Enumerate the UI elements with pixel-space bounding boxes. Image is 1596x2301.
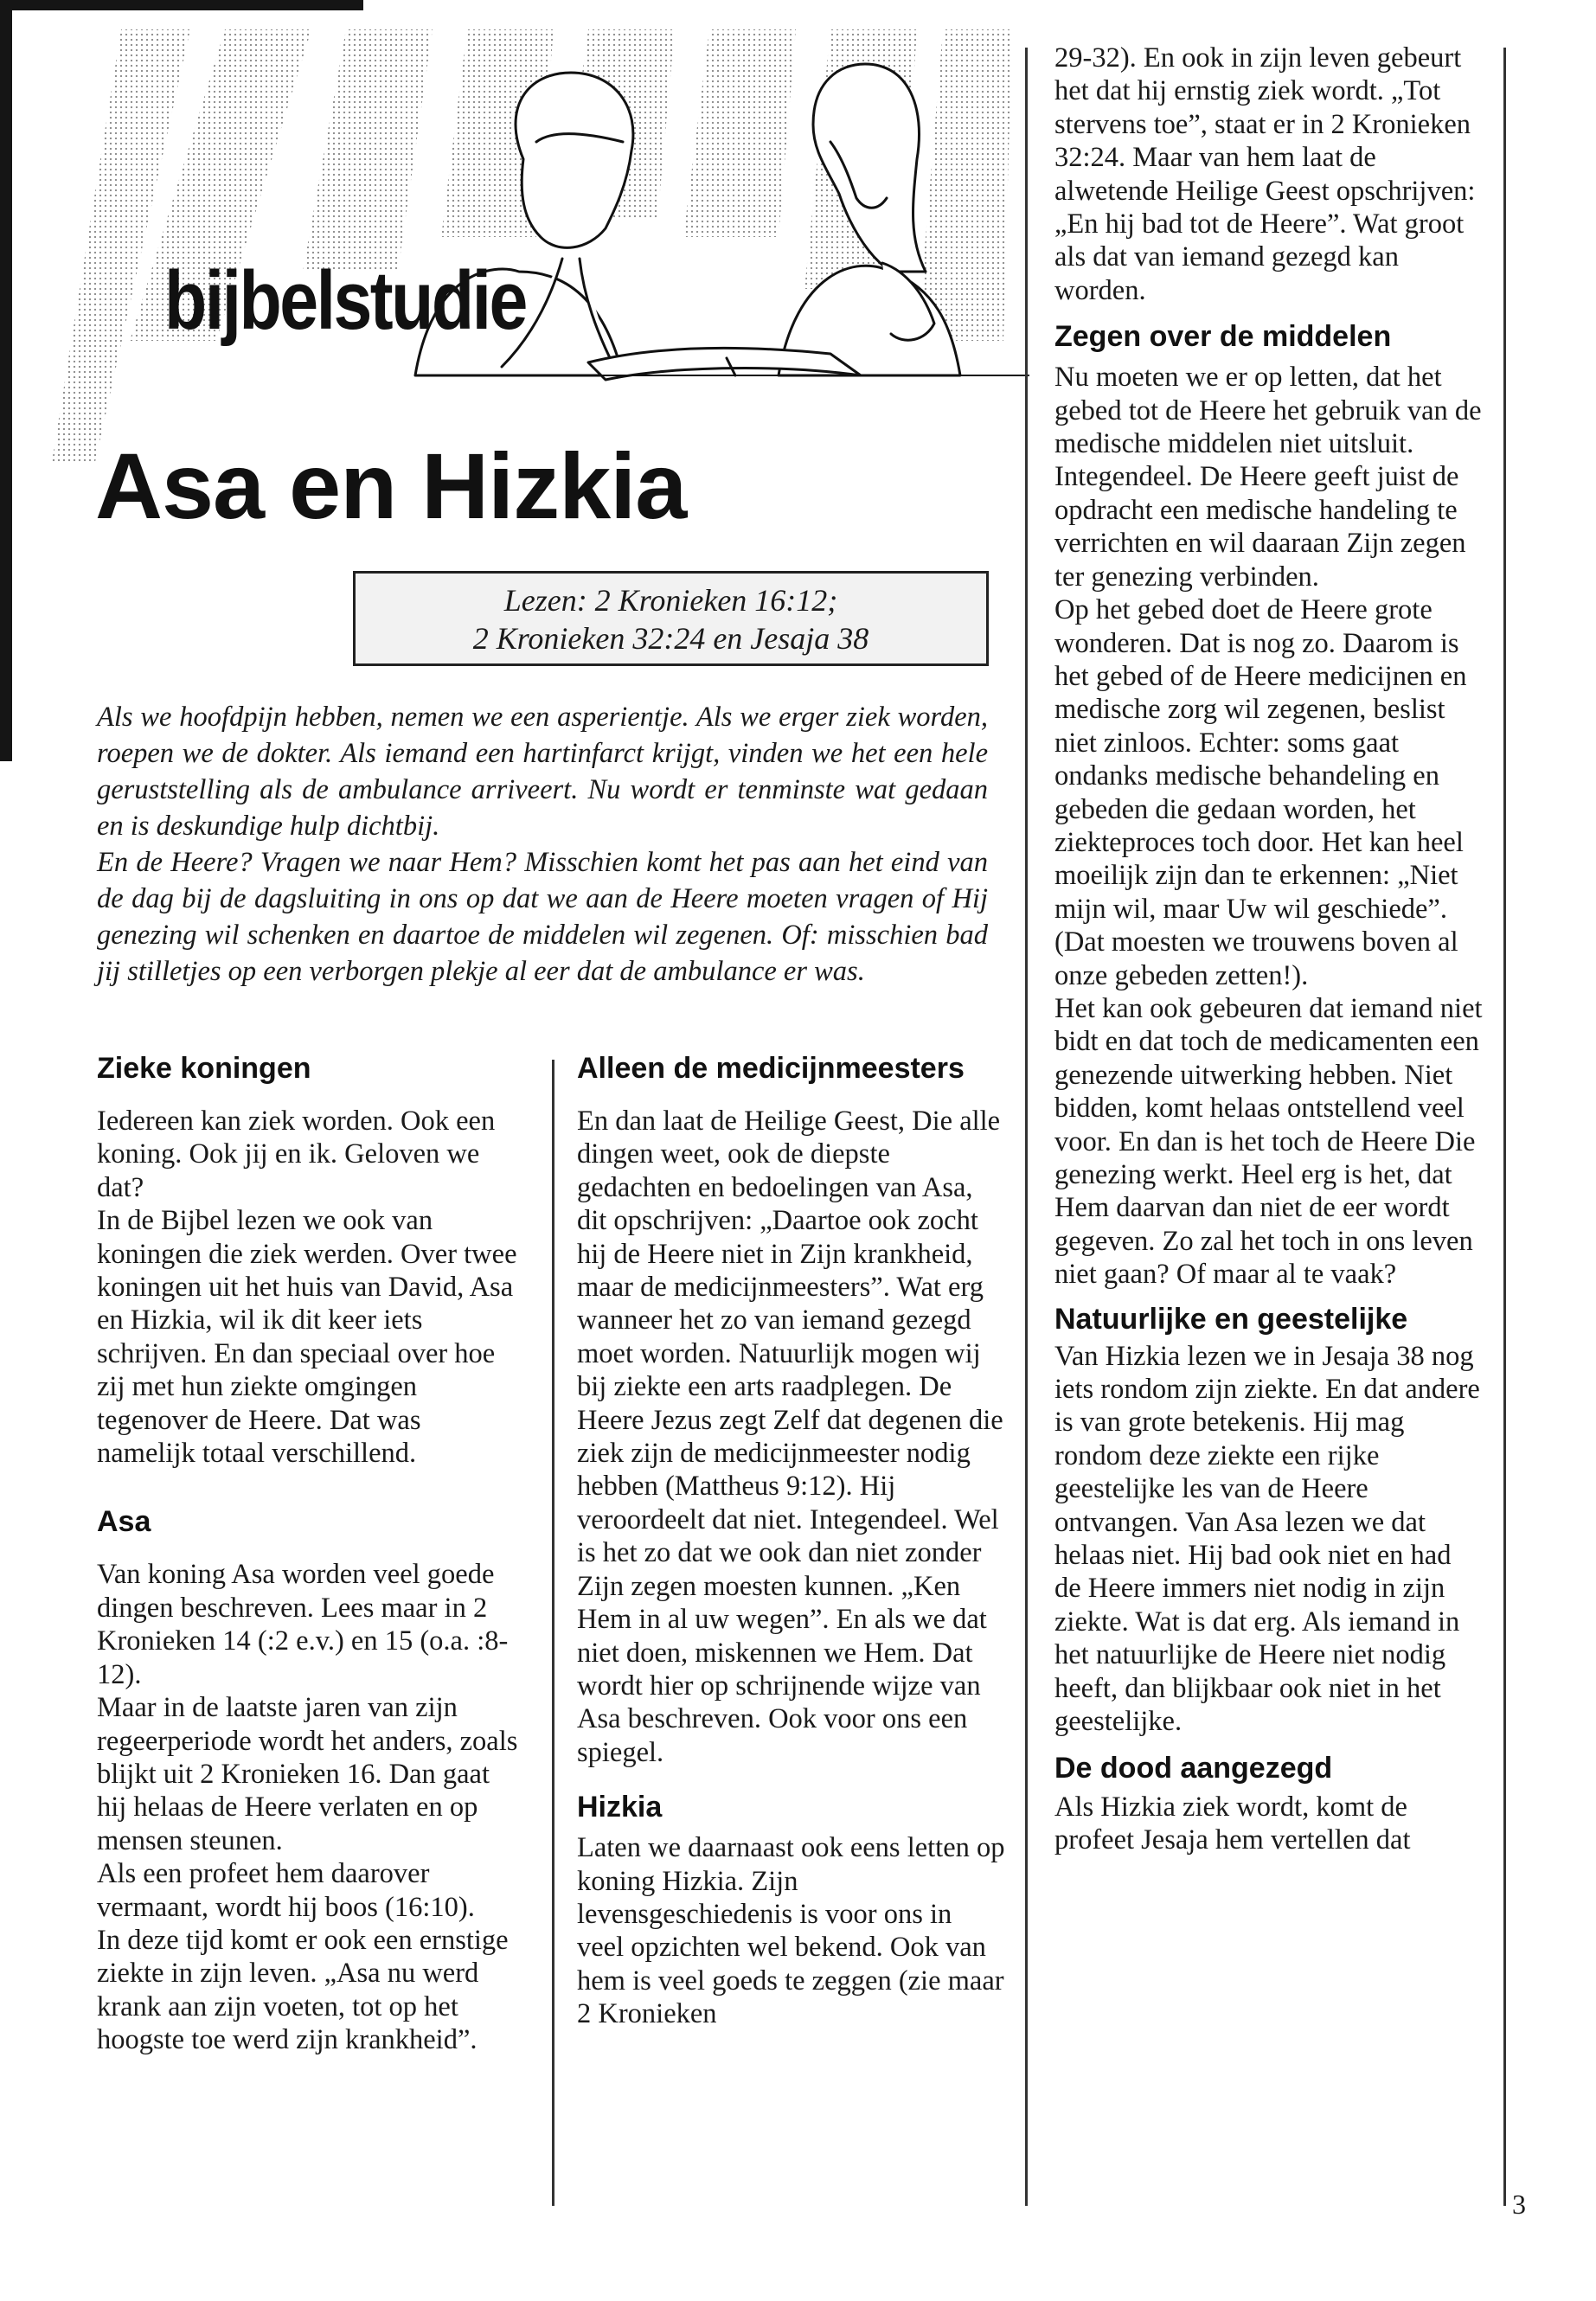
intro-text bbox=[97, 699, 988, 990]
paragraph: In de Bijbel lezen we ook van koningen die ziek werden. Over twee koningen uit het huis van David, Asa en Hizkia, wil ik dit keer iets schrijven. En dan speciaal over hoe zij met hun ziekte omgingen tegenover de Heere. Dat was namelijk totaal verschillend. bbox=[97, 1205, 517, 1470]
page-title: Asa en Hizkia bbox=[95, 433, 687, 538]
paragraph: En dan laat de Heilige Geest, Die alle dingen weet, ook de diepste gedachten en bedoelingen van Asa, dit opschrijven: „Daartoe ook zocht hij de Heere niet in Zijn krankheid, maar de medicijnmeesters”. Wat erg wanneer het zo van iemand gezegd moet worden. Natuurlijk mogen wij bij ziekte een arts raadplegen. De Heere Jezus zegt Zelf dat degenen die ziek zijn de medicijnmeester nodig hebben (Mattheus 9:12). Hij veroordeelt dat niet. Integendeel. Wel is het zo dat we ook dan niet zonder Zijn zegen moesten kunnen. „Ken Hem in al uw wegen”. En als we dat niet doen, miskennen we Hem. Dat wordt hier op schrijnende wijze van Asa beschreven. Ook voor ons een spiegel. bbox=[577, 1106, 1003, 1768]
page-edge-left bbox=[0, 0, 12, 761]
column-rule bbox=[1025, 48, 1028, 2206]
column-2 bbox=[577, 1051, 1005, 2031]
intro-paragraph: Als we hoofdpijn hebben, nemen we een asperientje. Als we erger ziek worden, roepen we de dokter. Als iemand een hartinfarct krijgt, vinden we het een hele geruststelling als de ambulance arriveert. Nu wordt er tenminste wat gedaan en is deskundige hulp dichtbij. bbox=[97, 702, 988, 842]
paragraph: Van koning Asa worden veel goede dingen beschreven. Lees maar in 2 Kronieken 14 (:2 e.v.) en 15 (o.a. :8-12). bbox=[97, 1559, 509, 1690]
reading-line-1: Lezen: 2 Kronieken 16:12; bbox=[503, 583, 838, 618]
column-rule bbox=[552, 1060, 554, 2206]
paragraph: Nu moeten we er op letten, dat het gebed tot de Heere het gebruik van de medische middelen niet uitsluit. Integendeel. De Heere geeft juist de opdracht een medische handeling te verrichten en wil daaraan Zijn zegen ter genezing verbinden. bbox=[1054, 362, 1482, 593]
reading-box bbox=[353, 571, 989, 666]
paragraph: In deze tijd komt er ook een ernstige ziekte in zijn leven. „Asa nu werd krank aan zijn voeten, tot op het hoogste toe werd zijn krankheid”. bbox=[97, 1924, 509, 2056]
page-number: 3 bbox=[1512, 2189, 1526, 2220]
column-rule bbox=[1503, 48, 1506, 2206]
heading-asa: Asa bbox=[97, 1505, 151, 1539]
heading-zegen-middelen: Zegen over de middelen bbox=[1054, 320, 1392, 354]
heading-dood-aangezegd: De dood aangezegd bbox=[1054, 1751, 1333, 1785]
paragraph: Laten we daarnaast ook eens letten op koning Hizkia. Zijn levensgeschiedenis is voor ons in veel opzichten wel bekend. Ook van hem is veel goeds te zeggen (zie maar 2 Kronieken bbox=[577, 1832, 1005, 2030]
paragraph: Maar in de laatste jaren van zijn regeerperiode wordt het anders, zoals blijkt uit 2 Kronieken 16. Dan gaat hij helaas de Heere verlaten en op mensen steunen. bbox=[97, 1692, 518, 1856]
paragraph: Van Hizkia lezen we in Jesaja 38 nog iets rondom zijn ziekte. En dat andere is van grote betekenis. Hij mag rondom deze ziekte een rijke geestelijke les van de Heere ontvangen. Van Asa lezen we dat helaas niet. Hij bad ook niet en had de Heere immers niet nodig in zijn ziekte. Wat is dat erg. Als iemand in het natuurlijke de Heere niet nodig heeft, dan blijkbaar ook niet in het geestelijke. bbox=[1054, 1340, 1480, 1738]
intro-paragraph: En de Heere? Vragen we naar Hem? Misschien komt het pas aan het eind van de dag bij de dagsluiting in ons op dat we aan de Heere moeten vragen of Hij genezing wil schenken en daartoe de middelen wil zegenen. Of: misschien bad jij stilletjes op een verborgen plekje al eer dat de ambulance er was. bbox=[97, 847, 988, 987]
page-edge-top bbox=[0, 0, 363, 10]
section-tag: bijbelstudie bbox=[164, 254, 526, 347]
heading-medicijnmeesters: Alleen de medicijnmeesters bbox=[577, 1052, 965, 1085]
paragraph: Als Hizkia ziek wordt, komt de profeet Jesaja hem vertellen dat bbox=[1054, 1791, 1411, 1856]
reading-line-2: 2 Kronieken 32:24 en Jesaja 38 bbox=[472, 621, 869, 656]
paragraph: Op het gebed doet de Heere grote wonderen. Dat is nog zo. Daarom is het gebed of de Heere medicijnen en medische zorg wil zegenen, beslist niet zinloos. Echter: soms gaat ondanks medische behandeling en gebeden die gedaan worden, het ziekteproces toch door. Het kan heel moeilijk zijn dan te erkennen: „Niet mijn wil, maar Uw wil geschiede”. (Dat moesten we trouwens boven al onze gebeden zetten!). bbox=[1054, 594, 1467, 991]
heading-natuurlijke-geestelijke: Natuurlijke en geestelijke bbox=[1054, 1302, 1408, 1336]
heading-hizkia: Hizkia bbox=[577, 1791, 663, 1824]
heading-zieke-koningen: Zieke koningen bbox=[97, 1052, 311, 1085]
column-3 bbox=[1054, 42, 1483, 1856]
paragraph: Iedereen kan ziek worden. Ook een koning. Ook jij en ik. Geloven we dat? bbox=[97, 1106, 496, 1203]
paragraph: Het kan ook gebeuren dat iemand niet bidt en dat toch de medicamenten een genezende uitwerking hebben. Niet bidden, komt helaas ontstellend veel voor. En dan is het toch de Heere Die genezing werkt. Heel erg is het, dat Hem daarvan dan niet de eer wordt gegeven. Zo zal het toch in ons leven niet gaan? Of maar al te vaak? bbox=[1054, 992, 1483, 1291]
paragraph: Als een profeet hem daarover vermaant, wordt hij boos (16:10). bbox=[97, 1858, 475, 1923]
paragraph: 29-32). En ook in zijn leven gebeurt het dat hij ernstig ziek wordt. „Tot stervens toe”, staat er in 2 Kronieken 32:24. Maar van hem laat de alwetende Heilige Geest opschrijven: „En hij bad tot de Heere”. Wat groot als dat van iemand gezegd kan worden. bbox=[1054, 42, 1476, 306]
column-1 bbox=[97, 1051, 521, 2057]
